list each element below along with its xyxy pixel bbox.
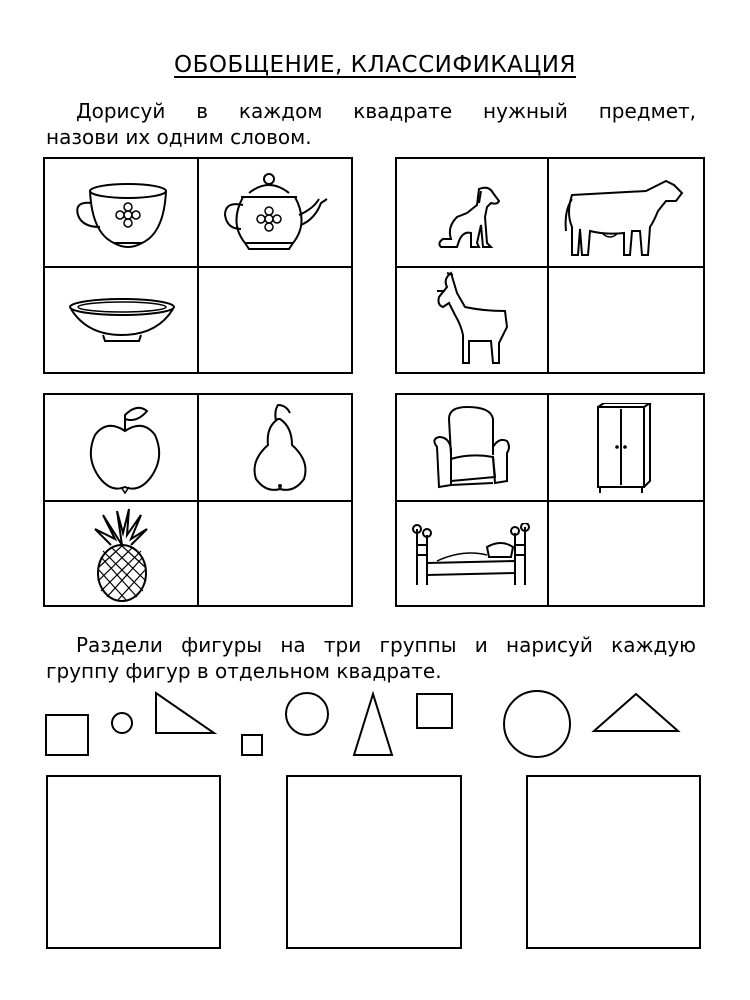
task2-line2: группу фигур в отдельном квадрате. xyxy=(46,659,442,683)
pear-icon xyxy=(240,399,320,494)
answer-box-3[interactable] xyxy=(526,775,701,949)
page-title xyxy=(0,52,750,78)
pineapple-icon xyxy=(87,505,157,605)
cup-icon xyxy=(70,177,180,257)
circle-shape xyxy=(504,691,570,757)
triangle-shape xyxy=(156,693,214,733)
answer-box-1[interactable] xyxy=(46,775,221,949)
circle-shape xyxy=(112,713,132,733)
task1-instruction xyxy=(46,98,716,150)
task2-instruction xyxy=(46,632,716,684)
board-dishes xyxy=(43,157,353,374)
task2-line1: Раздели фигуры на три группы и нарисуй каждую xyxy=(76,633,696,657)
task1-line2: назови их одним словом. xyxy=(46,125,312,149)
apple-icon xyxy=(85,401,165,496)
teapot-icon xyxy=(215,169,335,259)
square-shape xyxy=(417,694,452,728)
goat-icon xyxy=(417,271,517,371)
board-furniture xyxy=(395,393,705,607)
dog-icon xyxy=(433,183,503,253)
triangle-shape xyxy=(594,694,678,731)
board-fruits xyxy=(43,393,353,607)
square-shape xyxy=(242,735,262,755)
cow-icon xyxy=(562,171,692,261)
triangle-shape xyxy=(354,694,392,755)
task1-line1: Дорисуй в каждом квадрате нужный предмет, xyxy=(76,99,696,123)
square-shape xyxy=(46,715,88,755)
armchair-icon xyxy=(427,403,517,493)
bed-icon xyxy=(407,523,537,593)
wardrobe-icon xyxy=(592,403,652,498)
board-animals xyxy=(395,157,705,374)
circle-shape xyxy=(286,693,328,735)
answer-box-2[interactable] xyxy=(286,775,462,949)
plate-icon xyxy=(67,297,177,347)
title-text: ОБОБЩЕНИЕ, КЛАССИФИКАЦИЯ xyxy=(174,52,576,78)
